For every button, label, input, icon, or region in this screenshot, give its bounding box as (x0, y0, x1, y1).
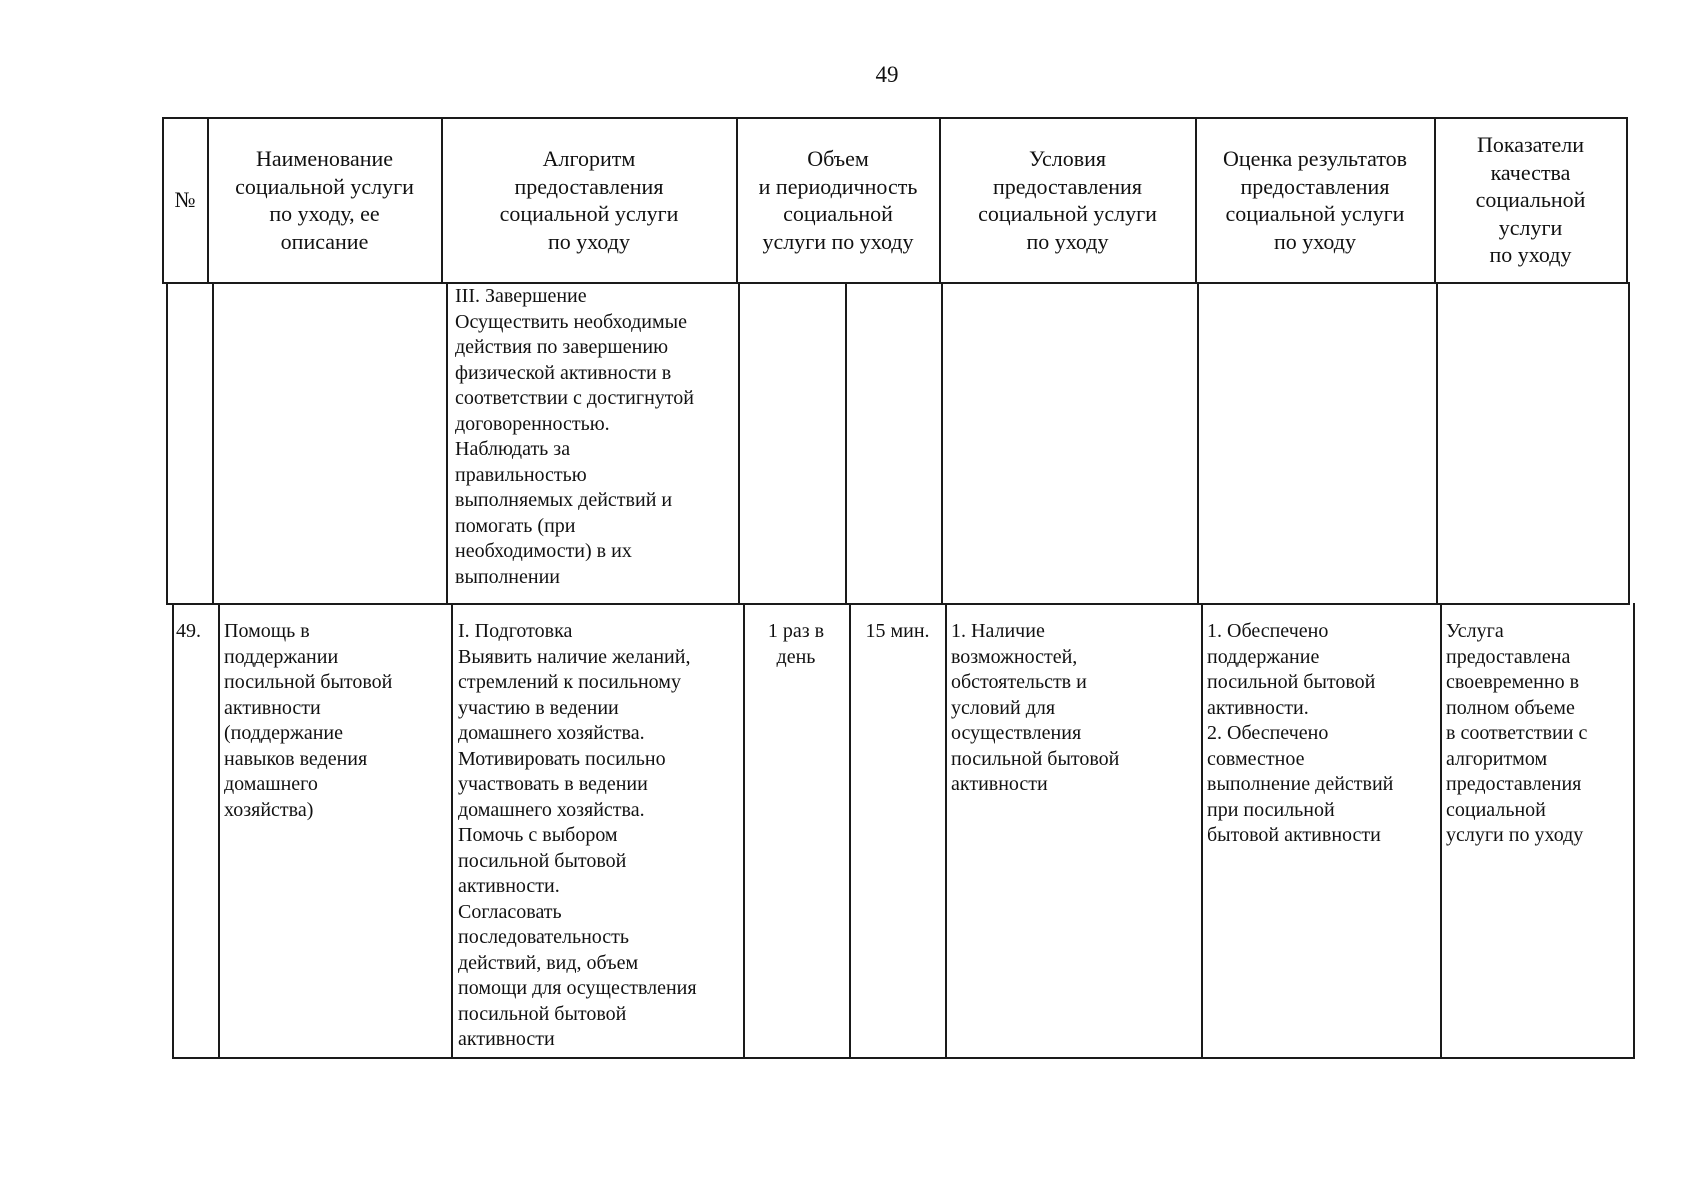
row-col-line (1628, 282, 1630, 604)
header-col-line (1626, 117, 1628, 283)
row-col-line (1633, 603, 1635, 1058)
row-col-line (845, 282, 847, 604)
header-algorithm: Алгоритм предоставления социальной услуги по уходу (499, 146, 679, 254)
header-number: № (174, 187, 196, 213)
row-periodicity: 1 раз в день (767, 620, 825, 668)
page-number: 49 (875, 62, 899, 87)
row-col-line (1201, 603, 1203, 1058)
row-col-line (743, 603, 745, 1058)
row-algorithm: I. Подготовка Выявить наличие желаний, стремлений к посильному участию в ведении домашнего хозяйства. Мотивировать посильно участвовать в ведении домашнего хозяйства. Помочь с выбором посильной бытовой активности. Согласовать последовательность действий, вид, объем помощи для осуществления посильной бытовой активности (458, 620, 697, 1050)
row-col-line (446, 282, 448, 604)
row-col-line (172, 603, 174, 1058)
header-quality: Показатели качества социальной услуги по уходу (1475, 132, 1586, 268)
continuation-algorithm: III. Завершение Осуществить необходимые действия по завершению физической активности в соответствии с достигнутой договоренностью. Наблюдать за правильностью выполняемых действий и помогать (при необходимости) в их выполнении (455, 285, 694, 588)
row-col-line (738, 282, 740, 604)
row-col-line (941, 282, 943, 604)
header-conditions: Условия предоставления социальной услуги по уходу (978, 146, 1157, 254)
row-evaluation: 1. Обеспечено поддержание посильной бытовой активности. 2. Обеспечено совместное выполнение действий при посильной бытовой активности (1207, 620, 1394, 846)
row-service-name: Помощь в поддержании посильной бытовой активности (поддержание навыков ведения домашнего хозяйства) (224, 620, 393, 821)
row-quality: Услуга предоставлена своевременно в полном объеме в соответствии с алгоритмом предоставления социальной услуги по уходу (1446, 620, 1588, 846)
row-col-line (451, 603, 453, 1058)
row-duration: 15 мин. (865, 620, 930, 642)
row-col-line (1440, 603, 1442, 1058)
row-separator-line (166, 603, 1630, 605)
header-bottom-line (162, 282, 1628, 284)
header-evaluation: Оценка результатов предоставления социальной услуги по уходу (1222, 146, 1408, 254)
row-col-line (212, 282, 214, 604)
row-number: 49. (176, 620, 201, 642)
row-col-line (218, 603, 220, 1058)
header-volume: Объем и периодичность социальной услуги по уходу (758, 146, 918, 254)
row-col-line (1197, 282, 1199, 604)
row-col-line (849, 603, 851, 1058)
header-service-name: Наименование социальной услуги по уходу, ее описание (235, 146, 414, 254)
row-col-line (1436, 282, 1438, 604)
row-conditions: 1. Наличие возможностей, обстоятельств и условий для осуществления посильной бытовой активности (951, 620, 1120, 795)
table-border-bottom (172, 1057, 1635, 1059)
row-col-line (166, 282, 168, 604)
row-col-line (945, 603, 947, 1058)
